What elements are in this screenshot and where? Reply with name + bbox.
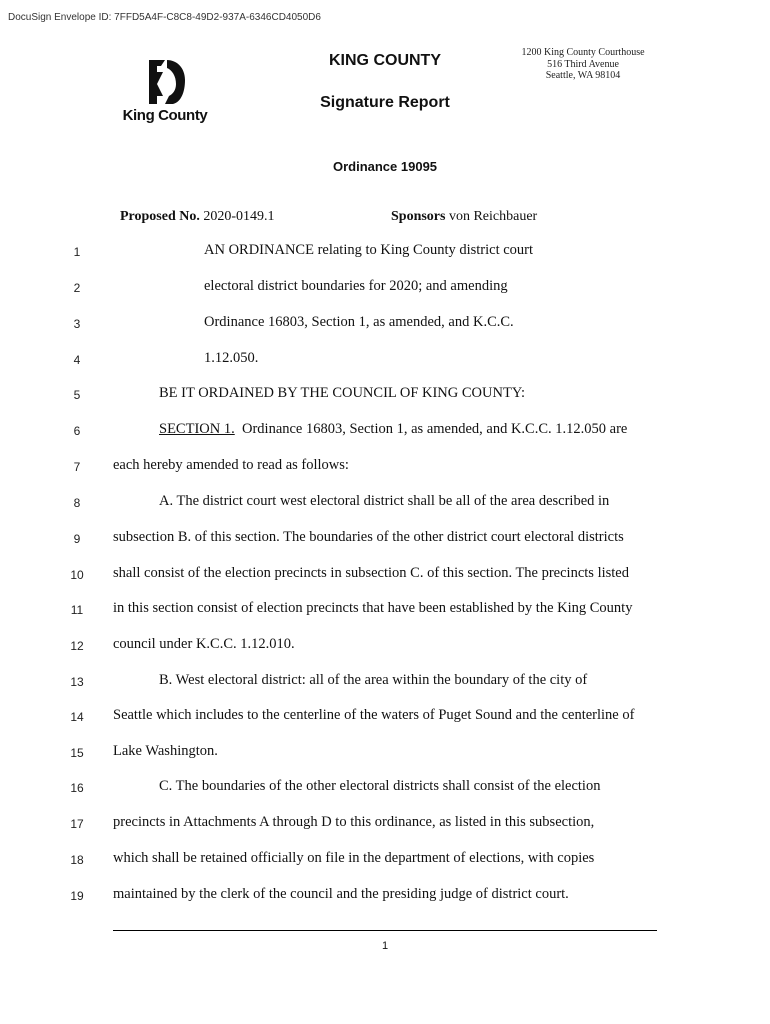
numbered-line xyxy=(0,385,770,407)
line-number: 15 xyxy=(70,746,84,760)
numbered-line xyxy=(0,565,770,587)
section-heading: SECTION 1. xyxy=(159,421,235,437)
line-number: 18 xyxy=(70,853,84,867)
line-text: Seattle which includes to the centerline of the waters of Puget Sound and the centerline of xyxy=(113,707,635,723)
numbered-line xyxy=(0,600,770,622)
line-number: 19 xyxy=(70,889,84,903)
king-county-logo xyxy=(115,58,215,128)
line-number: 16 xyxy=(70,781,84,795)
numbered-line xyxy=(0,529,770,551)
line-text: C. The boundaries of the other electoral districts shall consist of the election xyxy=(159,778,601,794)
numbered-line xyxy=(0,886,770,908)
line-number: 2 xyxy=(73,281,81,295)
numbered-line xyxy=(0,778,770,800)
address-line: 1200 King County Courthouse xyxy=(521,47,645,58)
line-number: 10 xyxy=(70,568,84,582)
line-text: shall consist of the election precincts in subsection C. of this section. The precincts listed xyxy=(113,565,629,581)
numbered-line xyxy=(0,672,770,694)
numbered-line xyxy=(0,457,770,479)
line-text: 1.12.050. xyxy=(204,350,259,366)
numbered-line xyxy=(0,707,770,729)
docusign-envelope-id: DocuSign Envelope ID: 7FFD5A4F-C8C8-49D2-937A-6346CD4050D6 xyxy=(8,12,321,23)
numbered-line xyxy=(0,743,770,765)
sponsors-label: Sponsors xyxy=(391,209,446,224)
line-number: 1 xyxy=(73,245,81,259)
line-number: 6 xyxy=(73,424,81,438)
line-text: B. West electoral district: all of the area within the boundary of the city of xyxy=(159,672,588,688)
numbered-line xyxy=(0,850,770,872)
sponsors-value: von Reichbauer xyxy=(448,209,538,224)
address-line: 516 Third Avenue xyxy=(547,58,619,70)
line-text: Ordinance 16803, Section 1, as amended, and K.C.C. xyxy=(204,314,514,330)
line-text: Lake Washington. xyxy=(113,743,218,759)
line-text: subsection B. of this section. The boundaries of the other district court electoral districts xyxy=(113,529,624,545)
line-text: precincts in Attachments A through D to this ordinance, as listed in this subsection, xyxy=(113,814,595,830)
line-text: council under K.C.C. 1.12.010. xyxy=(113,636,295,652)
numbered-line xyxy=(0,314,770,336)
line-number: 4 xyxy=(73,353,81,367)
line-number: 9 xyxy=(73,532,81,546)
numbered-line xyxy=(0,814,770,836)
proposed-label: Proposed No. xyxy=(120,209,200,224)
page-number: 1 xyxy=(381,940,389,952)
proposed-number xyxy=(120,209,275,225)
line-text: in this section consist of election precincts that have been established by the King County xyxy=(113,600,633,616)
ordinance-title: Ordinance 19095 xyxy=(332,159,438,174)
line-text: electoral district boundaries for 2020; and amending xyxy=(204,278,508,294)
line-text: maintained by the clerk of the council and the presiding judge of district court. xyxy=(113,886,569,902)
sponsors xyxy=(391,209,537,225)
line-text: each hereby amended to read as follows: xyxy=(113,457,349,473)
address-block xyxy=(508,47,658,82)
logo-text: King County xyxy=(122,107,208,124)
line-text: AN ORDINANCE relating to King County district court xyxy=(204,242,534,258)
proposed-value: 2020-0149.1 xyxy=(203,209,275,224)
line-number: 7 xyxy=(73,460,81,474)
numbered-line xyxy=(0,493,770,515)
line-text: which shall be retained officially on file in the department of elections, with copies xyxy=(113,850,595,866)
line-text: Ordinance 16803, Section 1, as amended, and K.C.C. 1.12.050 are xyxy=(241,421,628,437)
line-number: 11 xyxy=(70,603,84,617)
king-county-mlk-logo-icon xyxy=(143,58,187,106)
line-text-with-section xyxy=(159,421,627,438)
line-number: 14 xyxy=(70,710,84,724)
line-text: A. The district court west electoral district shall be all of the area described in xyxy=(159,493,610,509)
line-number: 8 xyxy=(73,496,81,510)
line-number: 12 xyxy=(70,639,84,653)
line-text: BE IT ORDAINED BY THE COUNCIL OF KING COUNTY: xyxy=(159,385,525,401)
line-number: 17 xyxy=(70,817,84,831)
numbered-line xyxy=(0,278,770,300)
line-number: 3 xyxy=(73,317,81,331)
numbered-line xyxy=(0,350,770,372)
line-number: 5 xyxy=(73,388,81,402)
address-line: Seattle, WA 98104 xyxy=(545,70,621,81)
report-title: Signature Report xyxy=(320,94,450,111)
org-title: KING COUNTY xyxy=(329,52,441,69)
line-number: 13 xyxy=(70,675,84,689)
numbered-line xyxy=(0,636,770,658)
footer-divider xyxy=(113,930,657,931)
numbered-line xyxy=(0,421,770,443)
numbered-line xyxy=(0,242,770,264)
